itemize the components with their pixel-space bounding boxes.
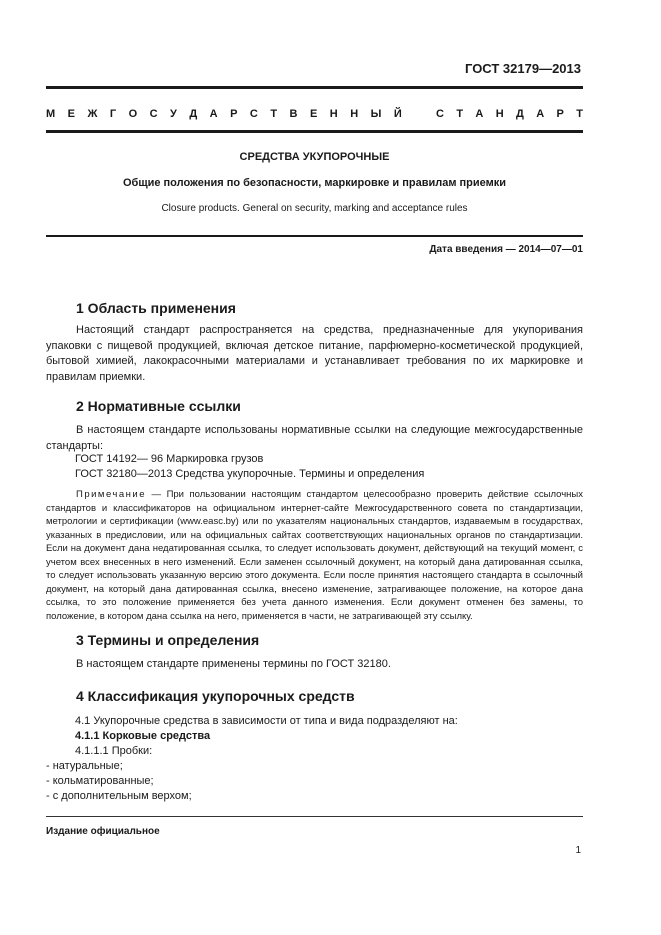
standard-band-letter: С <box>249 108 258 120</box>
standard-band-letter: Е <box>309 108 318 120</box>
standard-band-letter: У <box>170 108 177 120</box>
reference-gost-32180: ГОСТ 32180—2013 Средства укупорочные. Термины и определения <box>75 468 425 480</box>
standard-band-letter: Р <box>556 108 564 120</box>
standard-band-letter: С <box>436 108 444 120</box>
standard-band-letter: В <box>289 108 298 120</box>
standard-band-letter: С <box>149 108 158 120</box>
section-2-text: В настоящем стандарте использованы нормативные ссылки на следующие межгосударственные стандарты: <box>46 424 583 452</box>
introduction-date: Дата введения — 2014—07—01 <box>429 244 583 255</box>
reference-gost-14192: ГОСТ 14192— 96 Маркировка грузов <box>75 453 264 465</box>
standard-band-letter: Т <box>270 108 278 120</box>
document-subtitle: Общие положения по безопасности, маркировке и правилам приемки <box>122 177 507 189</box>
document-title: СРЕДСТВА УКУПОРОЧНЫЕ <box>239 151 390 163</box>
list-item-natural: - натуральные; <box>46 760 123 772</box>
footer-rule <box>46 816 583 817</box>
section-4-heading: 4 Классификация укупорочных средств <box>76 688 355 704</box>
standard-band-letter: А <box>209 108 218 120</box>
standard-band-letter: Й <box>393 108 402 120</box>
standard-band-letter: А <box>475 108 484 120</box>
english-title: Closure products. General on security, marking and acceptance rules <box>161 203 468 214</box>
standard-band-letter: Ж <box>87 108 98 120</box>
standard-band-letter: Н <box>495 108 504 120</box>
standard-band-letter: Р <box>230 108 238 120</box>
list-item-colmated: - кольматированные; <box>46 775 154 787</box>
section-1-heading: 1 Область применения <box>76 300 236 316</box>
section-2-heading: 2 Нормативные ссылки <box>76 398 241 414</box>
official-edition-label: Издание официальное <box>46 826 160 837</box>
standard-band-letter: Е <box>67 108 75 120</box>
document-code: ГОСТ 32179—2013 <box>465 61 581 76</box>
standard-band-letter: Т <box>456 108 464 120</box>
list-item-extra-top: - с дополнительным верхом; <box>46 790 192 802</box>
standard-band-letter: М <box>46 108 56 120</box>
section-3-text: В настоящем стандарте применены термины по ГОСТ 32180. <box>76 658 391 670</box>
header-rule-bottom <box>46 130 583 133</box>
section-3-heading: 3 Термины и определения <box>76 632 260 648</box>
clause-4-1-1: 4.1.1 Корковые средства <box>75 730 211 742</box>
standard-band-letter: Г <box>109 108 117 120</box>
standard-band-letter: О <box>128 108 138 120</box>
standard-band-word-2 <box>436 108 583 120</box>
standard-band-word-1 <box>46 108 402 120</box>
standard-band-letter: Н <box>329 108 338 120</box>
page-number: 1 <box>575 845 581 856</box>
standard-band-letter: Д <box>189 108 198 120</box>
standard-band-letter: Т <box>576 108 583 120</box>
standard-band <box>46 108 583 120</box>
clause-4-1: 4.1 Укупорочные средства в зависимости от типа и вида подразделяют на: <box>75 715 458 727</box>
title-rule <box>46 235 583 237</box>
section-2-note: Примечание — При пользовании настоящим стандартом целесообразно проверить действие ссылочных стандартов и классификаторов на официальном интернет-сайте Межгосударственного совета по стандартизации, метрологии и сертификации (www.easc.by) или по указателям национальных стандартов, издаваемым в государствах, указанных в предисловии, или на официальных сайтах соответствующих национальных органов по стандартизации. Если на документ дана недатированная ссылка, то следует использовать документ, действующий на текущий момент, с учетом всех внесенных в него изменений. Если заменен ссылочный документ, на который дана датированная ссылка, то следует использовать указанную версию этого документа. Если после принятия настоящего стандарта в ссылочный документ, на который дана датированная ссылка, внесено изменение, затрагивающее положение, на которое дана ссылка, то это положение применяется без учета данного изменения. Если документ отменен без замены, то положение, в котором дана ссылка на него, применяется в части, не затрагивающей эту ссылку. <box>46 489 583 622</box>
standard-band-letter: Ы <box>370 108 382 120</box>
section-1-text: Настоящий стандарт распространяется на средства, предназначенные для укупоривания упаковки с пищевой продукцией, включая детское питание, парфюмерно-косметической продукцией, бытовой химией, лакокрасочными материалами и устанавливает требования по их маркировке и правилам приемки. <box>46 324 583 383</box>
standard-band-letter: Д <box>516 108 524 120</box>
header-rule-top <box>46 86 583 89</box>
note-label: Примечание <box>76 489 146 500</box>
clause-4-1-1-1: 4.1.1.1 Пробки: <box>75 745 153 757</box>
standard-band-letter: А <box>536 108 545 120</box>
standard-band-letter: Н <box>350 108 359 120</box>
